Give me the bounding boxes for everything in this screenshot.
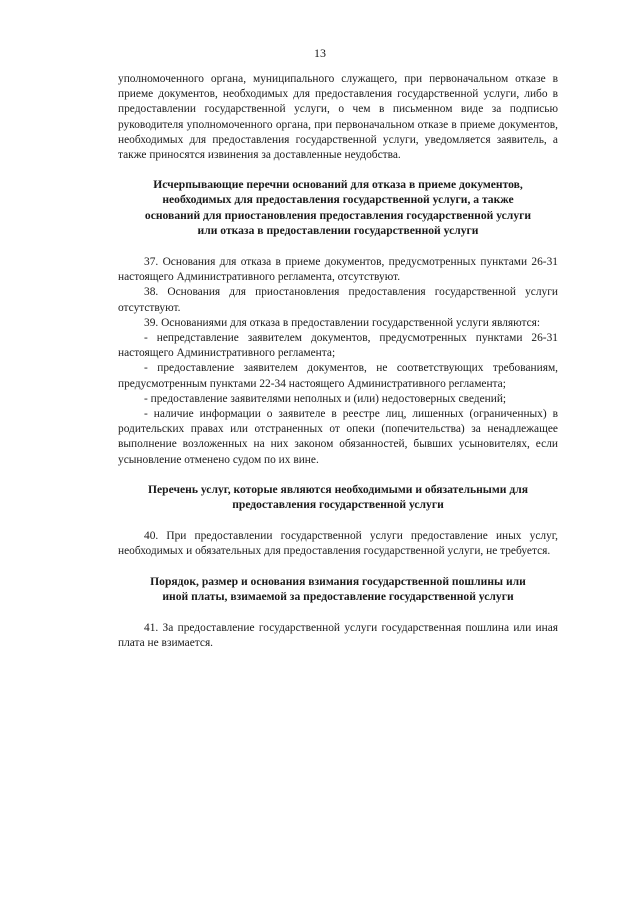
list-item: - предоставление заявителем документов, не соответствующих требованиям, предусмотренным пунктами 22-34 настоящего Административного регламента; <box>118 362 558 390</box>
paragraph-37: 37. Основания для отказа в приеме документов, предусмотренных пунктами 26-31 настоящего Административного регламента, отсутствуют. <box>118 256 558 284</box>
paragraph-39: 39. Основаниями для отказа в предоставлении государственной услуги являются: <box>144 316 541 329</box>
paragraph-38: 38. Основания для приостановления предоставления государственной услуги отсутствуют. <box>118 286 558 314</box>
page-number: 13 <box>314 46 326 60</box>
section-heading-state-fee: Порядок, размер и основания взимания государственной пошлины или иной платы, взимаемой за предоставление государственной услуги <box>150 574 526 603</box>
list-item: - непредставление заявителем документов, предусмотренных пунктами 26-31 настоящего Административного регламента; <box>118 332 558 360</box>
intro-paragraph: уполномоченного органа, муниципального служащего, при первоначальном отказе в приеме документов, необходимых для предоставления государственной услуги, либо в предоставлении государственной услуги, о чем в письменном виде за подписью руководителя уполномоченного органа, при первоначальном отказе в приеме документов, необходимых для предоставления государственной услуги, уведомляется заявитель, а также приносятся извинения за доставленные неудобства. <box>118 73 558 162</box>
page-content <box>118 72 558 652</box>
list-item: - наличие информации о заявителе в реестре лиц, лишенных (ограниченных) в родительских правах или отстраненных от опеки (попечительства) за ненадлежащее выполнение возложенных на них законом обязанностей, бывших усыновителях, если усыновление отменено судом по их вине. <box>118 408 558 466</box>
section-heading-required-services: Перечень услуг, которые являются необходимыми и обязательными для предоставления государственной услуги <box>148 482 528 512</box>
section-heading-refusal-grounds: Исчерпывающие перечни оснований для отказа в приеме документов, необходимых для предоставления государственной услуги, а также оснований для приостановления предоставления государственной услуги или отказа в предоставлении государственной услуги <box>144 178 532 237</box>
paragraph-41: 41. За предоставление государственной услуги государственная пошлина или иная плата не взимается. <box>118 622 558 650</box>
list-item: - предоставление заявителями неполных и (или) недостоверных сведений; <box>144 392 507 405</box>
paragraph-40: 40. При предоставлении государственной услуги предоставление иных услуг, необходимых и обязательных для предоставления государственной услуги, не требуется. <box>118 530 558 558</box>
